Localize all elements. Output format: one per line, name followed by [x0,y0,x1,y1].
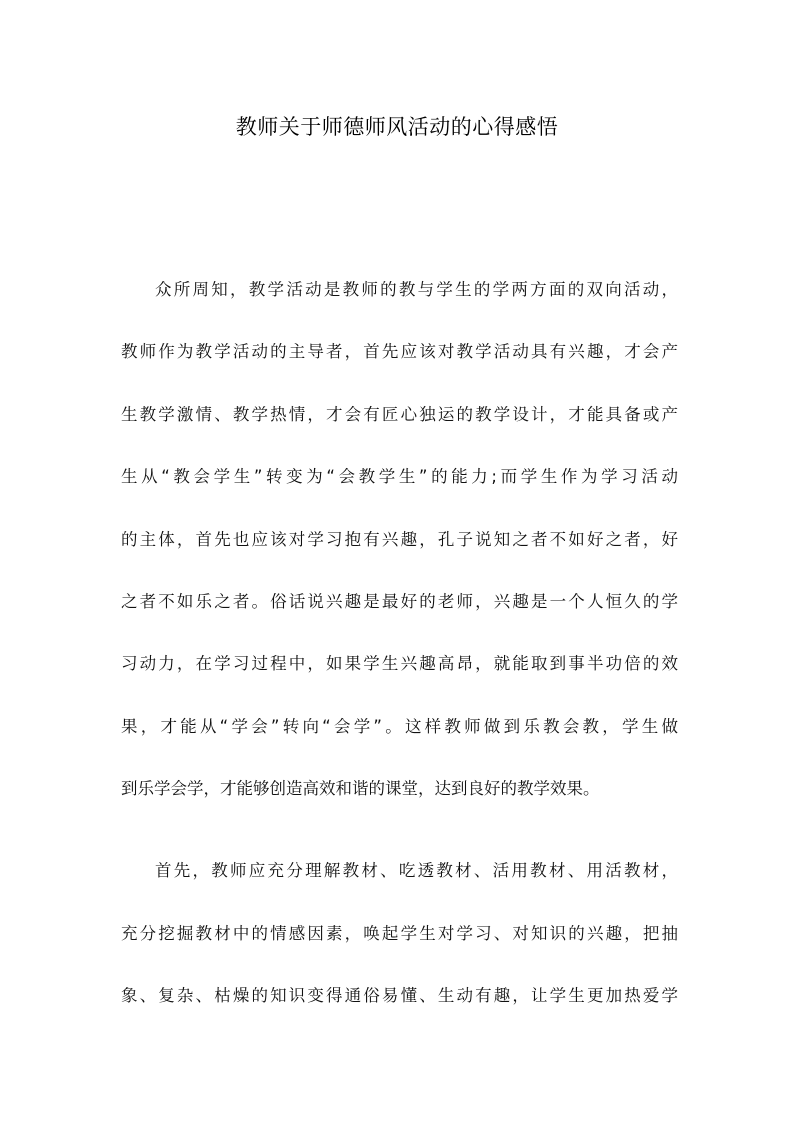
paragraph-line: 的主体，首先也应该对学习抱有兴趣，孔子说知之者不如好之者，好 [121,530,678,549]
paragraph-line: 充分挖掘教材中的情感因素，唤起学生对学习、对知识的兴趣，把抽 [121,924,678,943]
paragraph-line: 生教学激情、教学热情，才会有匠心独运的教学设计，才能具备或产 [121,405,678,424]
paragraph-line: 到乐学会学，才能够创造高效和谐的课堂，达到良好的教学效果。 [121,779,600,798]
paragraph-line: 生从“教会学生”转变为“会教学生”的能力;而学生作为学习活动 [121,467,678,486]
document-title: 教师关于师德师风活动的心得感悟 [235,115,559,139]
paragraph-line: 果，才能从“学会”转向“会学”。这样教师做到乐教会教，学生做 [121,717,678,736]
paragraph-line: 教师作为教学活动的主导者，首先应该对教学活动具有兴趣，才会产 [121,342,678,361]
paragraph-line: 象、复杂、枯燥的知识变得通俗易懂、生动有趣，让学生更加热爱学 [121,986,678,1005]
paragraph-line: 众所周知，教学活动是教师的教与学生的学两方面的双向活动， [155,280,678,299]
paragraph-line: 之者不如乐之者。俗话说兴趣是最好的老师，兴趣是一个人恒久的学 [121,592,678,611]
paragraph-line: 首先，教师应充分理解教材、吃透教材、活用教材、用活教材， [155,861,678,880]
paragraph-line: 习动力，在学习过程中，如果学生兴趣高昂，就能取到事半功倍的效 [121,654,678,673]
